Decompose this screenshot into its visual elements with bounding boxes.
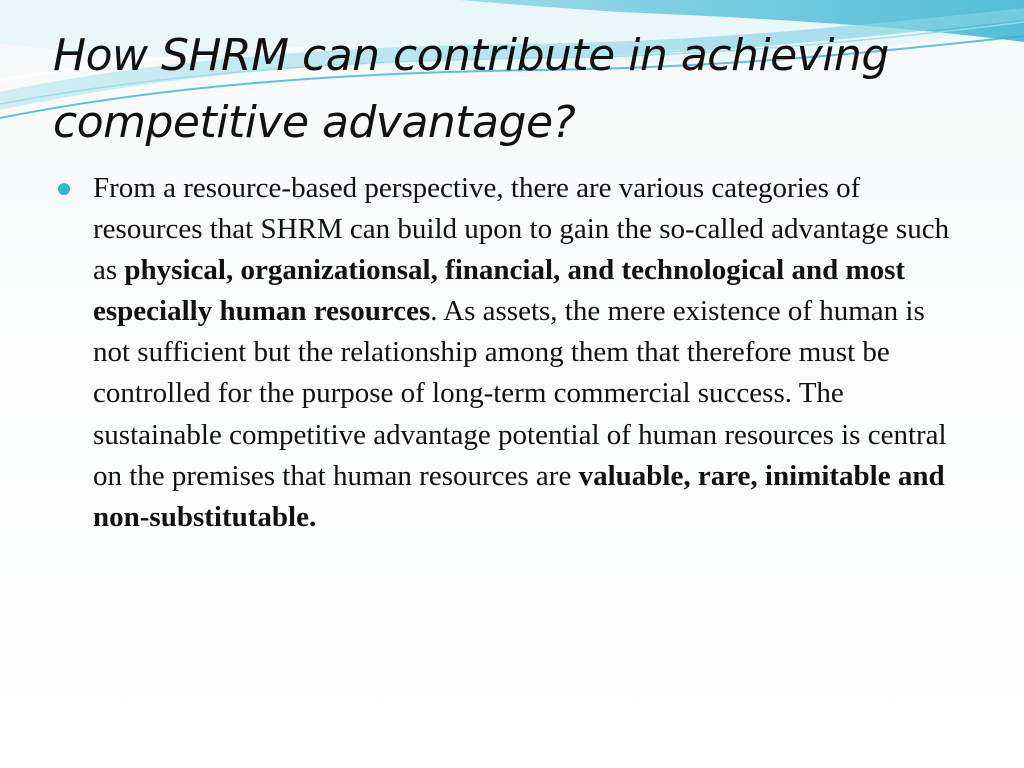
slide-content xyxy=(58,168,963,538)
slide-title: How SHRM can contribute in achieving competitive advantage? xyxy=(53,30,889,148)
bullet-text-segment: . As assets, the mere existence of human is not sufficient but the relationship among them that therefore must be controlled for the purpose of long-term commercial success. The sustainable competitive advantage potential of human resources is central on the premises that human resources are xyxy=(93,295,947,492)
bullet-text-bold: valuable, rare, inimitable and non-substitutable. xyxy=(93,459,945,533)
bullet-text-bold: physical, organizationsal, financial, and technological and most especially human resources xyxy=(93,254,906,328)
bullet-text-segment: From a resource-based perspective, there are various categories of resources that SHRM can build upon to gain the so-called advantage such as xyxy=(93,172,950,287)
bullet-item xyxy=(58,168,963,538)
bullet-dot-icon xyxy=(58,183,70,195)
